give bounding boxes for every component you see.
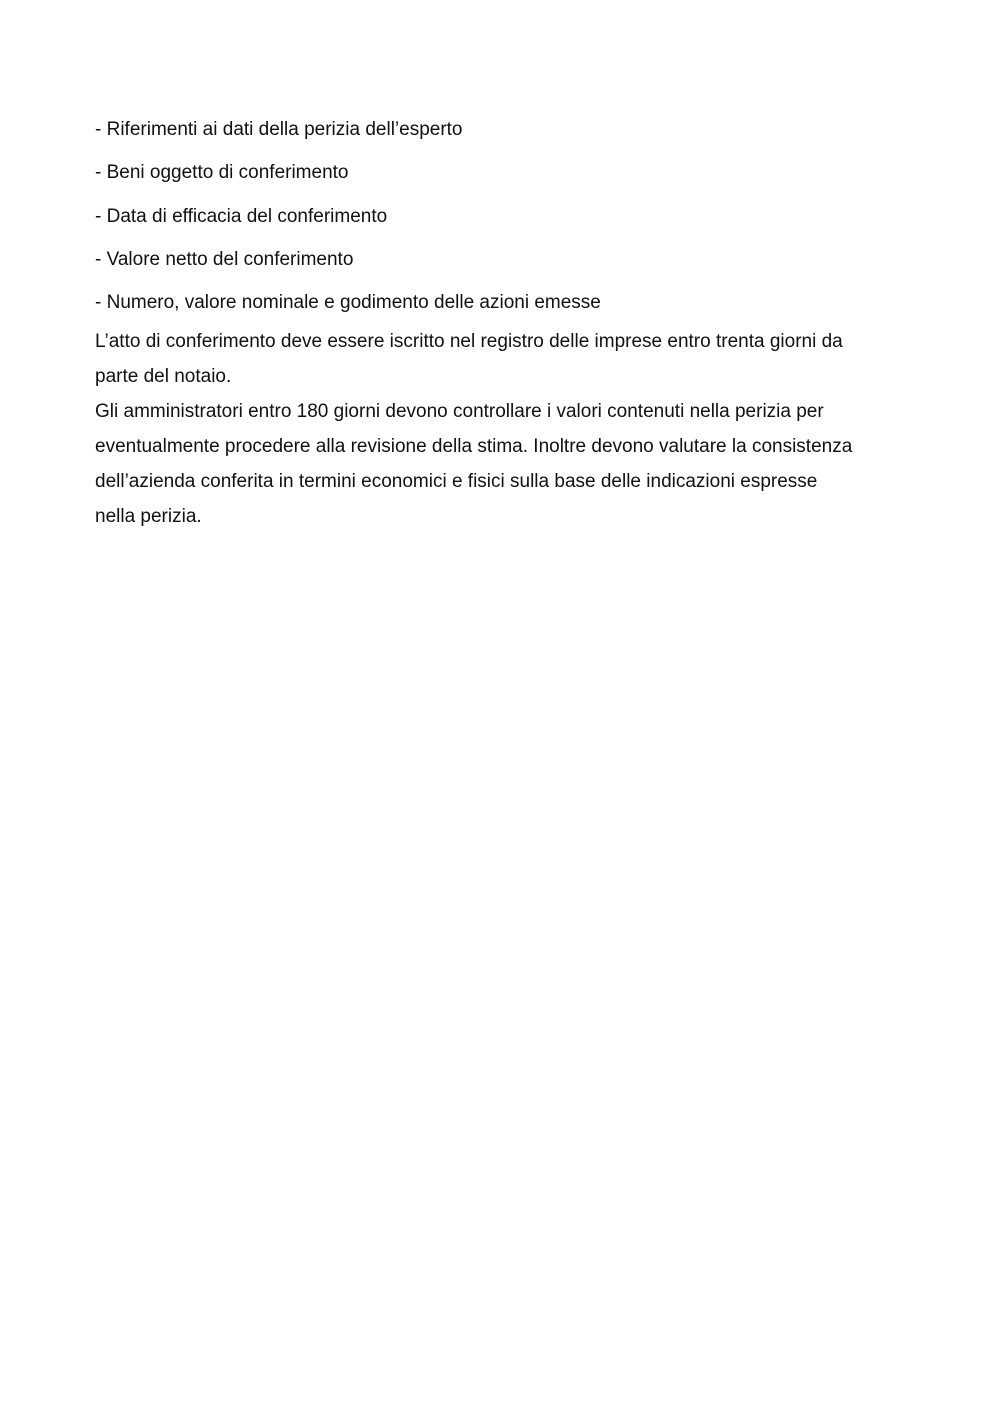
list-item: - Riferimenti ai dati della perizia dell’esperto <box>95 119 463 140</box>
list-item: - Numero, valore nominale e godimento delle azioni emesse <box>95 292 601 314</box>
list-item: - Data di efficacia del conferimento <box>95 205 388 227</box>
list-item: - Beni oggetto di conferimento <box>95 162 349 184</box>
paragraph-administrators <box>95 394 915 534</box>
text-line: dell’azienda conferita in termini economici e fisici sulla base delle indicazioni espresse <box>95 471 818 493</box>
text-line: Gli amministratori entro 180 giorni devono controllare i valori contenuti nella perizia per <box>95 401 824 423</box>
document-page <box>95 117 915 534</box>
text-line: nella perizia. <box>95 506 202 528</box>
list-item: - Valore netto del conferimento <box>95 248 354 270</box>
text-line: L’atto di conferimento deve essere iscritto nel registro delle imprese entro trenta giorni da <box>95 331 843 353</box>
text-line: parte del notaio. <box>95 366 232 388</box>
text-line: eventualmente procedere alla revisione della stima. Inoltre devono valutare la consistenza <box>95 436 853 458</box>
paragraph-registration <box>95 324 915 394</box>
